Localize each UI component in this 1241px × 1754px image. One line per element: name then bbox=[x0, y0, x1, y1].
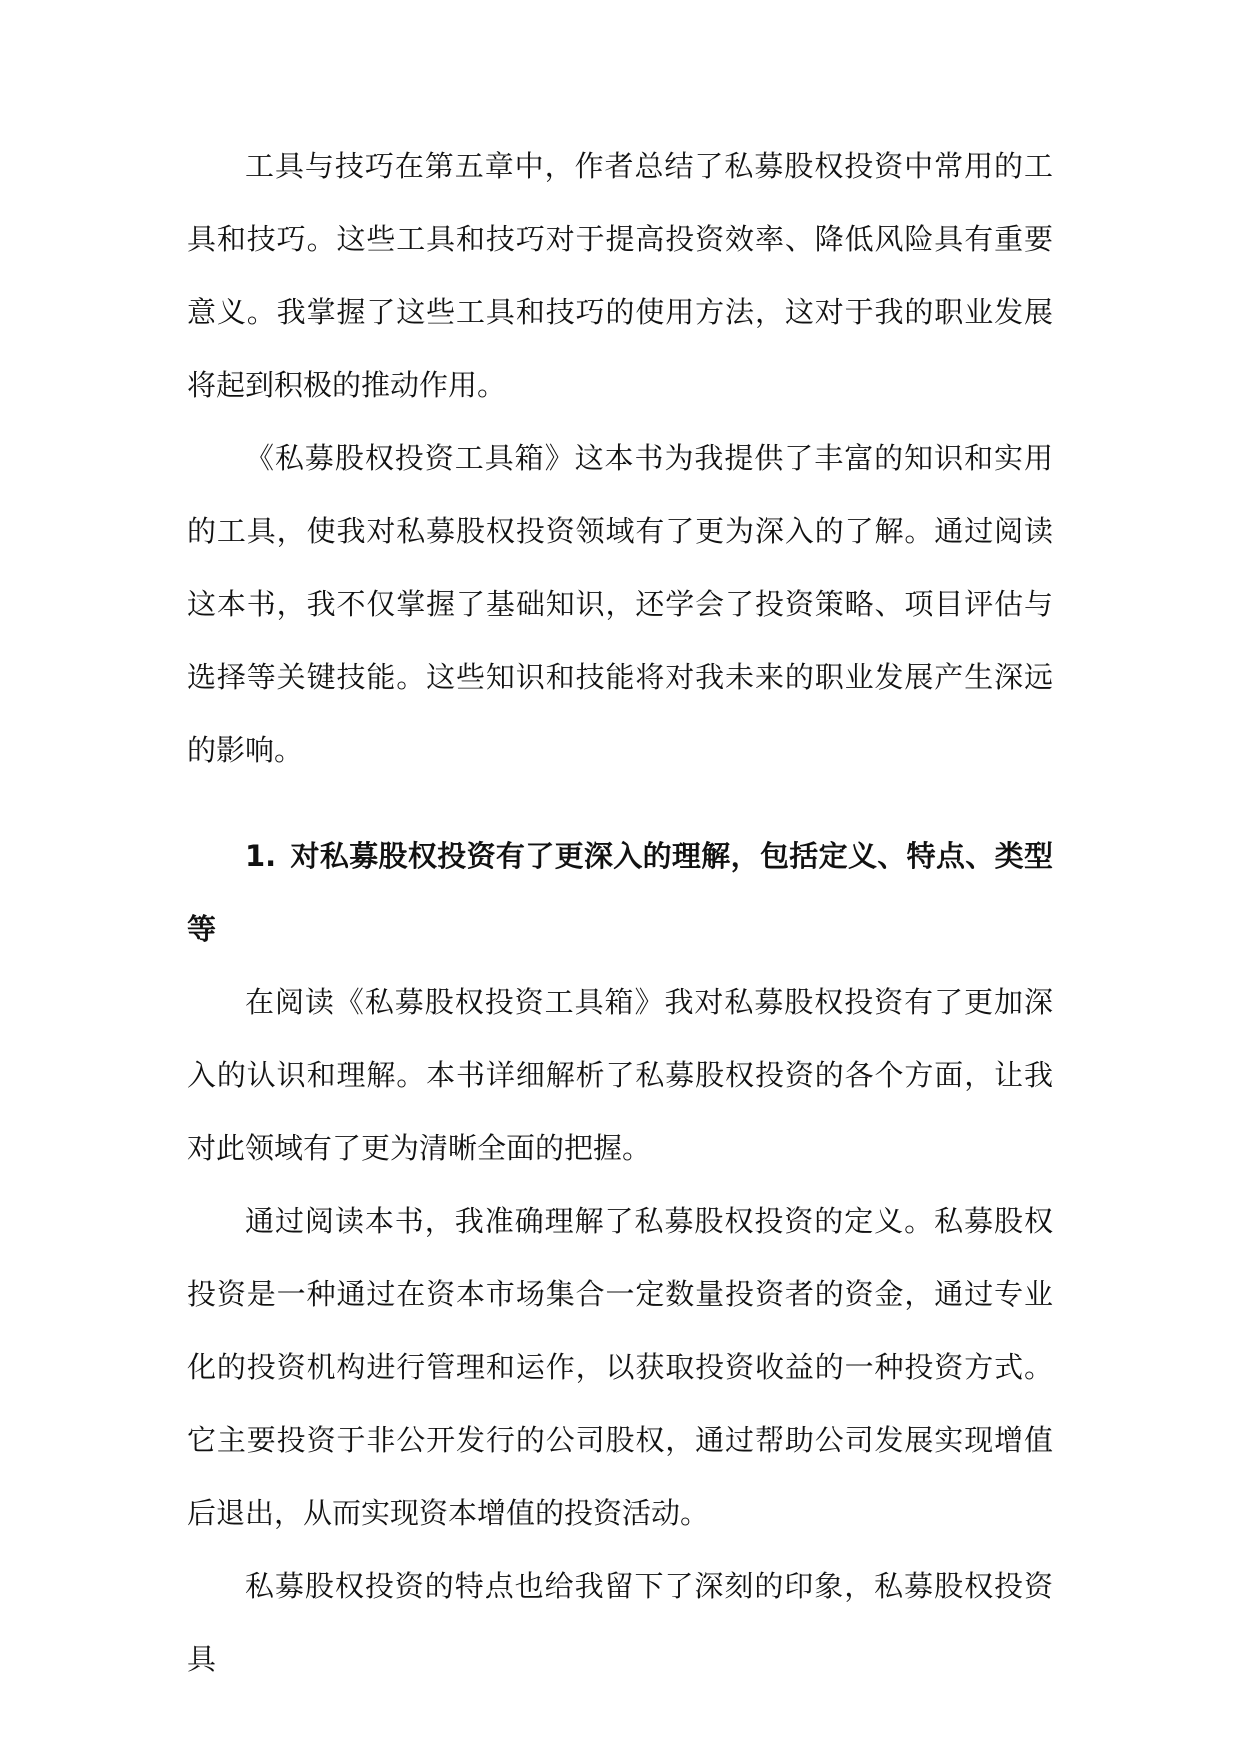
section-heading bbox=[187, 820, 1053, 966]
paragraph-definition: 通过阅读本书，我准确理解了私募股权投资的定义。私募股权投资是一种通过在资本市场集合一定数量投资者的资金，通过专业化的投资机构进行管理和运作，以获取投资收益的一种投资方式。它主要投资于非公开发行的公司股权，通过帮助公司发展实现增值后退出，从而实现资本增值的投资活动。 bbox=[187, 1204, 1053, 1530]
paragraph-book-summary: 《私募股权投资工具箱》这本书为我提供了丰富的知识和实用的工具，使我对私募股权投资领域有了更为深入的了解。通过阅读这本书，我不仅掌握了基础知识，还学会了投资策略、项目评估与选择等关键技能。这些知识和技能将对我未来的职业发展产生深远的影响。 bbox=[187, 441, 1053, 767]
section-heading-number: 1. bbox=[245, 839, 277, 873]
paragraph-tools-and-techniques: 工具与技巧在第五章中，作者总结了私募股权投资中常用的工具和技巧。这些工具和技巧对于提高投资效率、降低风险具有重要意义。我掌握了这些工具和技巧的使用方法，这对于我的职业发展将起到积极的推动作用。 bbox=[187, 149, 1053, 402]
document-body bbox=[187, 130, 1053, 1696]
paragraph-deeper-understanding: 在阅读《私募股权投资工具箱》我对私募股权投资有了更加深入的认识和理解。本书详细解析了私募股权投资的各个方面，让我对此领域有了更为清晰全面的把握。 bbox=[187, 985, 1053, 1165]
section-heading-text: 对私募股权投资有了更深入的理解，包括定义、特点、类型等 bbox=[187, 839, 1053, 946]
paragraph-characteristics: 私募股权投资的特点也给我留下了深刻的印象，私募股权投资具 bbox=[187, 1569, 1053, 1676]
